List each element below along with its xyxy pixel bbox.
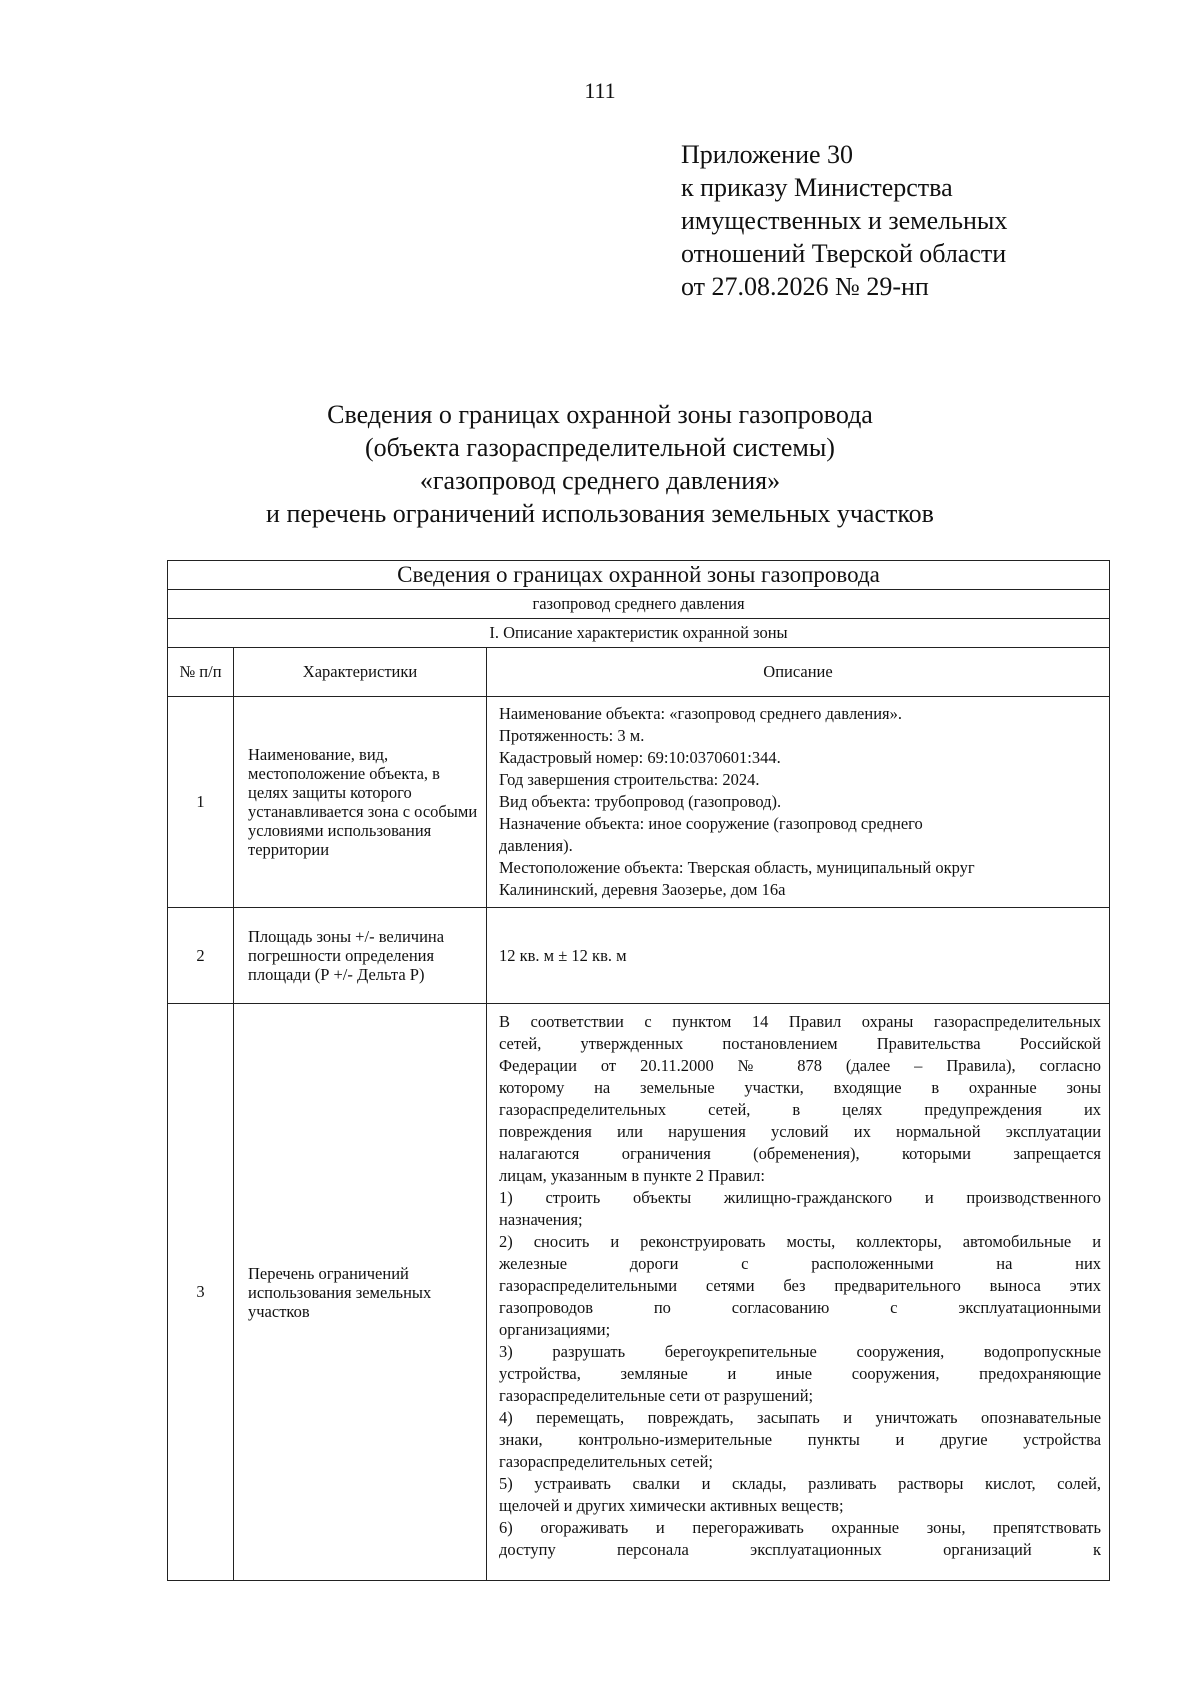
description-line: газораспределительных сетей;: [499, 1452, 714, 1471]
description-line: лицам, указанным в пункте 2 Правил:: [499, 1166, 765, 1185]
description-line: 4) перемещать, повреждать, засыпать и уничтожать опознавательные: [499, 1408, 1102, 1427]
description-line: Калининский, деревня Заозерье, дом 16а: [499, 880, 786, 899]
description-line: сетей, утвержденных постановлением Правительства Российской: [499, 1034, 1102, 1053]
description-line: давления).: [499, 836, 573, 855]
table-row: [168, 1004, 1110, 1581]
row-characteristic: Наименование, вид, местоположение объекта, в целях защиты которого устанавливается зона с особыми условиями использования территории: [234, 697, 487, 908]
row-description: [487, 908, 1110, 1004]
row-characteristic: Перечень ограничений использования земельных участков: [234, 1004, 487, 1581]
row-number: 2: [168, 908, 234, 1004]
appendix-line: отношений Тверской области: [681, 239, 1007, 268]
description-line: Федерации от 20.11.2000 № 878 (далее – Правила), согласно: [499, 1056, 1102, 1075]
description-line: которому на земельные участки, входящие в охранные зоны: [499, 1078, 1102, 1097]
description-line: Наименование объекта: «газопровод среднего давления».: [499, 704, 903, 723]
description-line: повреждения или нарушения условий их нормальной эксплуатации: [499, 1122, 1102, 1141]
row-characteristic: Площадь зоны +/- величина погрешности определения площади (Р +/- Дельта Р): [234, 908, 487, 1004]
description-line: Год завершения строительства: 2024.: [499, 770, 760, 789]
object-name-row: газопровод среднего давления: [168, 590, 1110, 619]
section-heading: I. Описание характеристик охранной зоны: [168, 619, 1110, 648]
title-line: и перечень ограничений использования земельных участков: [266, 499, 934, 528]
description-line: 6) огораживать и перегораживать охранные зоны, препятствовать: [499, 1518, 1102, 1537]
row-number: 1: [168, 697, 234, 908]
description-line: газораспределительных сетей, в целях предупреждения их: [499, 1100, 1102, 1119]
page-number: 111: [584, 78, 616, 103]
table-row: [168, 697, 1110, 908]
description-line: В соответствии с пунктом 14 Правил охраны газораспределительных: [499, 1012, 1102, 1031]
column-header-description: Описание: [487, 648, 1110, 697]
title-line: Сведения о границах охранной зоны газопровода: [327, 400, 873, 429]
row-description: [487, 1004, 1110, 1581]
table-row: [168, 908, 1110, 1004]
description-line: Местоположение объекта: Тверская область, муниципальный округ: [499, 858, 975, 877]
zone-table: [167, 560, 1110, 1581]
document-title: [0, 398, 1200, 530]
column-header-number: № п/п: [168, 648, 234, 697]
description-line: Кадастровый номер: 69:10:0370601:344.: [499, 748, 781, 767]
description-line: назначения;: [499, 1210, 583, 1229]
appendix-block: [681, 138, 1007, 303]
description-line: Протяженность: 3 м.: [499, 726, 645, 745]
description-line: устройства, земляные и иные сооружения, предохраняющие: [499, 1364, 1102, 1383]
description-line: 3) разрушать берегоукрепительные сооружения, водопропускные: [499, 1342, 1102, 1361]
description-line: газораспределительные сети от разрушений;: [499, 1386, 814, 1405]
row-description: [487, 697, 1110, 908]
description-line: 5) устраивать свалки и склады, разливать растворы кислот, солей,: [499, 1474, 1102, 1493]
appendix-line: к приказу Министерства: [681, 173, 953, 202]
description-line: знаки, контрольно-измерительные пункты и другие устройства: [499, 1430, 1102, 1449]
description-line: 2) сносить и реконструировать мосты, коллекторы, автомобильные и: [499, 1232, 1102, 1251]
appendix-line: Приложение 30: [681, 140, 854, 169]
appendix-line: имущественных и земельных: [681, 206, 1008, 235]
appendix-line: от 27.08.2026 № 29-нп: [681, 272, 929, 301]
description-line: железные дороги с расположенными на них: [499, 1254, 1102, 1273]
title-line: «газопровод среднего давления»: [419, 466, 781, 495]
row-number: 3: [168, 1004, 234, 1581]
description-line: газопроводов по согласованию с эксплуатационными: [499, 1298, 1102, 1317]
description-line: 1) строить объекты жилищно-гражданского и производственного: [499, 1188, 1102, 1207]
description-line: налагаются ограничения (обременения), которыми запрещается: [499, 1144, 1102, 1163]
title-line: (объекта газораспределительной системы): [365, 433, 835, 462]
description-line: организациями;: [499, 1320, 611, 1339]
table-header: Сведения о границах охранной зоны газопровода: [168, 561, 1110, 590]
description-line: доступу персонала эксплуатационных организаций к: [499, 1540, 1102, 1559]
description-line: Назначение объекта: иное сооружение (газопровод среднего: [499, 814, 923, 833]
column-header-characteristics: Характеристики: [234, 648, 487, 697]
description-line: щелочей и других химически активных веществ;: [499, 1496, 844, 1515]
description-line: 12 кв. м ± 12 кв. м: [499, 945, 627, 965]
description-line: Вид объекта: трубопровод (газопровод).: [499, 792, 782, 811]
description-line: газораспределительными сетями без предварительного выноса этих: [499, 1276, 1102, 1295]
restrictions-list: [499, 1011, 1101, 1577]
